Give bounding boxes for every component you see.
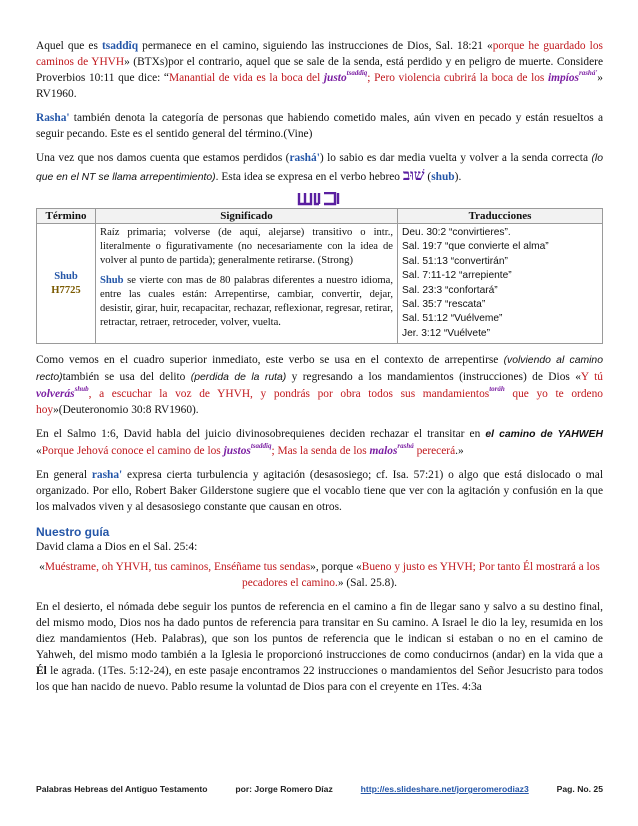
table-header-row	[37, 209, 603, 224]
quote-text: Manantial de vida es la boca del	[168, 72, 324, 84]
text: Aquel que es	[36, 40, 102, 52]
translations-cell	[398, 224, 603, 344]
page-footer	[36, 784, 603, 794]
paragraph-shub	[36, 150, 603, 186]
meaning-usage	[100, 274, 393, 330]
term-justo: justo	[323, 72, 347, 84]
term-malos: malos	[369, 445, 398, 458]
translation-item: Sal. 23:3 “confortará”	[402, 284, 498, 296]
quote-text: perecerá	[413, 445, 456, 458]
hebrew-logo	[36, 192, 603, 206]
italic-note: (volviendo al camino recto)	[36, 355, 603, 384]
strong-number: H7725	[51, 284, 81, 296]
term-justos: justos	[223, 445, 251, 458]
text: también denota la categoría de personas que habiendo cometido males, aún viven en pecado y están resueltos a seguir pecando. Este es el sentido general del término.(Vine)	[36, 112, 603, 140]
text: », porque «	[310, 561, 362, 574]
header-traducciones: Traducciones	[398, 209, 603, 224]
translation-item: Deu. 30:2 “convirtieres”.	[402, 227, 511, 238]
superscript-shub: shub	[74, 385, 89, 394]
text: expresa cierta turbulencia y agitación (desasosiego; cf. Isa. 57:21) o algo que está dislocado o mal organizado. Por ello, Robert Baker Gilderstone sugiere que el vocablo tiene que ver con la agitación y confusión en la que los malvados viven y al desasosiego constante que causan en otros.	[36, 469, 603, 514]
translation-item: Sal. 7:11-12 “arrepiente”	[402, 270, 512, 282]
term-volveras: volverás	[36, 388, 75, 401]
paragraph-tsaddiq	[36, 38, 603, 102]
paragraph-salmo	[36, 426, 603, 459]
superscript-rasha: rashá'	[578, 69, 598, 77]
text: «	[36, 445, 42, 458]
shub-logo-icon	[297, 192, 343, 206]
text: Una vez que nos damos cuenta que estamos perdidos (	[36, 152, 290, 164]
text: » (BTXs)por el contrario, aquel que se sale de la senda, está perdido y en peligro de muerte. Considere Proverbios 10:11 que dice: “	[36, 56, 603, 84]
term-rasha: rashá'	[289, 152, 320, 164]
term-shub: shub	[431, 171, 455, 183]
superscript-tsaddiq: tsaddîq	[346, 69, 368, 77]
superscript-torah: toráh	[489, 385, 505, 394]
quote-text: porque he guardado los caminos de YHVH	[36, 40, 603, 68]
translation-item: Sal. 51:12 “Vuélveme”	[402, 313, 503, 325]
italic-note: el camino de YAHWEH	[485, 429, 603, 441]
footer-link[interactable]: http://es.slideshare.net/jorgeromerodiaz3	[360, 784, 529, 794]
footer-title: Palabras Hebreas del Antiguo Testamento	[36, 784, 208, 794]
paragraph-desierto	[36, 599, 603, 695]
italic-note: (perdida de la ruta)	[190, 372, 287, 384]
header-termino: Término	[37, 209, 96, 224]
term-tsaddiq: tsaddîq	[101, 40, 139, 52]
italic-note: (lo que en el NT se llama arrepentimiento)	[36, 153, 603, 183]
term-shub: Shub	[100, 275, 124, 286]
quote-text: Y tú	[580, 371, 603, 384]
text: »(Deuteronomio 30:8 RV1960).	[53, 404, 199, 417]
translation-item: Sal. 35:7 “rescata”	[402, 299, 486, 311]
text: » (Sal. 25.8).	[337, 577, 397, 590]
translation-item: Sal. 51:13 “convertirán”	[402, 255, 508, 267]
header-significado: Significado	[96, 209, 398, 224]
document-page	[36, 38, 603, 703]
superscript-tsaddiq: tsaddîq	[250, 442, 272, 451]
text: permanece en el camino, siguiendo las instrucciones de Dios, Sal. 18:21 «	[138, 40, 493, 52]
paragraph-rasha	[36, 110, 603, 142]
quote-text: Bueno y justo es YHVH; Por tanto Él mostrará a los pecadores el camino.	[242, 561, 600, 590]
term-cell	[37, 224, 96, 344]
section-heading: Nuestro guía	[36, 525, 110, 540]
text: En el desierto, el nómada debe seguir los puntos de referencia en el camino a fin de llegar sano y salvo a su destino final, del mismo modo, Dios nos ha dado puntos de referencia para transitar en Su camino. A Israel le dio la ley, resumida en los diez mandamientos (Heb. Palabras), que son los puntos de referencia que le indican si estaban o no en el camino de Yahweh, del mismo modo también a la Iglesia le proporcionó instrucciones de como conducirnos (andar) en la vida que a	[36, 601, 603, 662]
term-impios: impíos	[547, 72, 579, 84]
quote-text: ; Mas la senda de los	[271, 445, 370, 458]
quote-text: que yo te ordeno hoy	[36, 388, 603, 417]
text: (	[424, 171, 432, 183]
translation-item: Sal. 19:7 “que convierte el alma”	[402, 241, 549, 253]
superscript-rasha: rashá	[397, 442, 414, 451]
text: En general	[36, 469, 92, 482]
text: y regresando a los mandamientos (instrucciones) de Dios «	[286, 371, 581, 384]
page-number: Pag. No. 25	[556, 784, 603, 794]
text: .»	[455, 445, 464, 458]
quote-text: Muéstrame, oh YHVH, tus caminos, Enséñame tus sendas	[44, 561, 311, 574]
term-name: Shub	[54, 270, 78, 282]
text: se vierte con mas de 80 palabras diferentes a nuestro idioma, entre las cuales están: Arrepentirse, cambiar, convertir, dejar, desistir, girar, huir, recapacitar, rechazar, reflexionar, regresar, retirar, retractar, retraer, retroceder, volver, vuelta.	[100, 275, 393, 328]
meaning-strong: Raíz primaria; volverse (de aquí, alejarse) transitivo o intr., literalmente o figurativamente (no necesariamente con la idea de volver al punto de partida); generalmente retirarse. (Strong)	[100, 227, 393, 266]
text: también se usa del delito	[62, 371, 191, 384]
text: ).	[454, 171, 462, 183]
table-row	[37, 224, 603, 344]
quote-text: Porque Jehová conoce el camino de los	[41, 445, 224, 458]
text: ) lo sabio es dar media vuelta y volver a la senda correcta	[319, 152, 592, 164]
text: le agrada. (1Tes. 5:12-24), en este pasaje encontramos 22 instrucciones o mandamientos del Señor Jesucristo para todos los que han nacido de nuevo. Pablo resume la voluntad de Dios para con el creyente en 1Tes. 4:3a	[36, 665, 603, 694]
paragraph-arrepentirse	[36, 352, 603, 418]
text: «	[39, 561, 45, 574]
text: » RV1960.	[36, 72, 603, 100]
term-rasha: rasha'	[91, 469, 123, 482]
quote-text: ; Pero violencia cubrirá la boca de los	[367, 72, 548, 84]
shub-table	[36, 208, 603, 344]
term-el: Él	[36, 665, 47, 678]
psalm-quote	[36, 559, 603, 591]
meaning-cell	[96, 224, 398, 344]
text: En el Salmo 1:6, David habla del juicio divinosobrequienes deciden rechazar el transitar en	[36, 428, 486, 441]
hebrew-word: שׁוּב	[402, 166, 425, 184]
text: . Esta idea se expresa en el verbo hebreo	[215, 171, 403, 183]
text: Como vemos en el cuadro superior inmediato, este verbo se usa en el contexto de arrepentirse	[36, 354, 504, 367]
quote-text: , a escuchar la voz de YHVH, y pondrás por obra todos sus mandamientos	[88, 388, 490, 401]
translation-item: Jer. 3:12 “Vuélvete”	[402, 327, 490, 339]
section-intro: David clama a Dios en el Sal. 25:4:	[36, 541, 198, 554]
footer-author: por: Jorge Romero Díaz	[235, 784, 333, 794]
paragraph-agitacion	[36, 467, 603, 515]
term-rasha: Rasha'	[36, 112, 70, 124]
